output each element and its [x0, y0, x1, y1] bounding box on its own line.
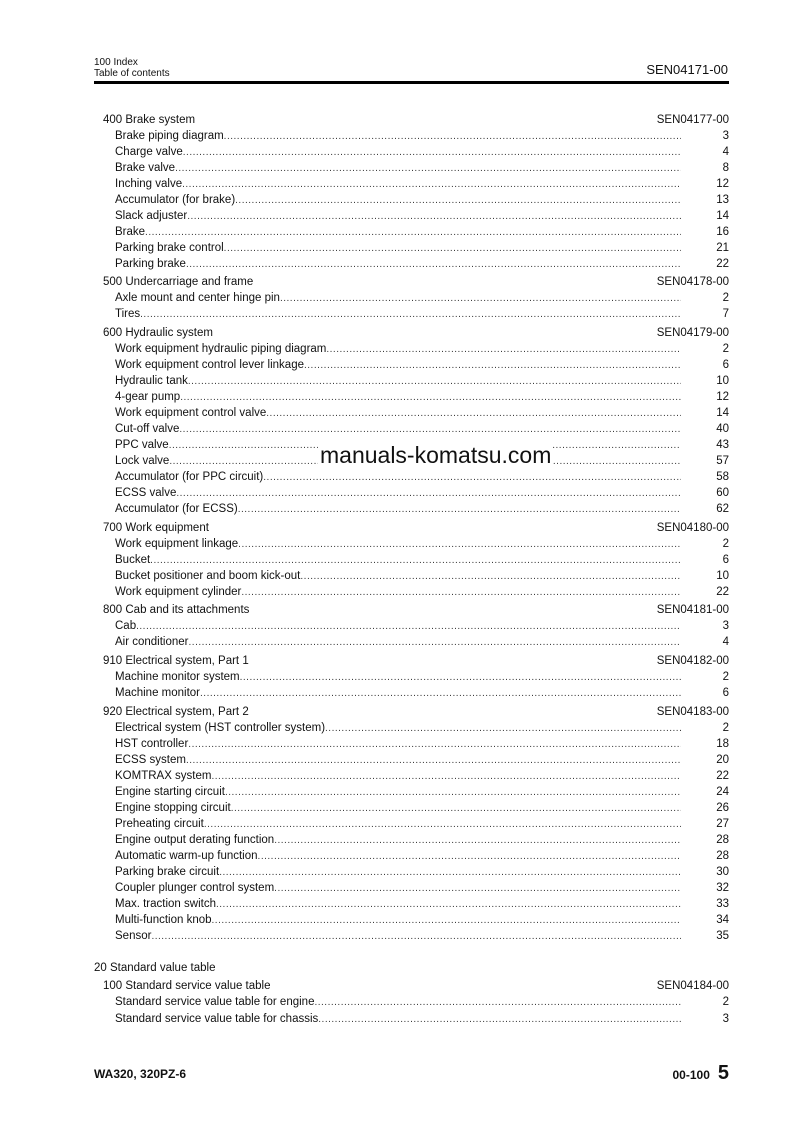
toc-entry[interactable]	[0, 816, 793, 832]
leader-dots	[326, 342, 681, 358]
entry-page: 22	[716, 770, 729, 782]
entry-page: 18	[716, 738, 729, 750]
entry-page: 27	[716, 818, 729, 830]
leader-dots	[300, 569, 681, 585]
leader-dots	[240, 670, 681, 686]
toc-entry[interactable]	[0, 389, 793, 405]
toc-entry[interactable]	[0, 341, 793, 357]
section-heading	[0, 704, 793, 720]
leader-dots	[314, 995, 681, 1011]
section-title: 100 Standard service value table	[103, 980, 271, 992]
entry-label: Charge valve	[115, 146, 183, 158]
entry-page: 33	[716, 898, 729, 910]
leader-dots	[140, 307, 681, 323]
entry-label: Cut-off valve	[115, 423, 180, 435]
footer-page-info	[673, 1062, 730, 1085]
entry-label: ECSS system	[115, 754, 186, 766]
toc-entry[interactable]	[0, 912, 793, 928]
toc-entry[interactable]	[0, 501, 793, 517]
section-heading	[0, 274, 793, 290]
section-heading	[0, 602, 793, 618]
entry-page: 34	[716, 914, 729, 926]
entry-label: PPC valve	[115, 439, 169, 451]
entry-label: Machine monitor system	[115, 671, 240, 683]
entry-label: Bucket positioner and boom kick-out	[115, 570, 301, 582]
entry-label: Coupler plunger control system	[115, 882, 275, 894]
entry-label: Parking brake	[115, 258, 186, 270]
leader-dots	[304, 358, 681, 374]
entry-page: 22	[716, 258, 729, 270]
section-title: 910 Electrical system, Part 1	[103, 655, 249, 667]
entry-label: HST controller	[115, 738, 189, 750]
leader-dots	[238, 502, 681, 518]
entry-page: 16	[716, 226, 729, 238]
toc-entry[interactable]	[0, 373, 793, 389]
entry-page: 58	[716, 471, 729, 483]
entry-label: Work equipment control valve	[115, 407, 267, 419]
entry-label: Standard service value table for engine	[115, 996, 315, 1008]
toc-entry[interactable]	[0, 928, 793, 944]
section-code: SEN04181-00	[656, 604, 729, 616]
entry-label: Engine output derating function	[115, 834, 275, 846]
section-code: SEN04184-00	[656, 980, 729, 992]
toc-entry[interactable]	[0, 176, 793, 192]
entry-page: 3	[722, 620, 729, 632]
section-heading	[0, 112, 793, 128]
leader-dots	[145, 225, 681, 241]
section-code: SEN04180-00	[656, 522, 729, 534]
header-title: Table of contents	[94, 68, 170, 79]
entry-label: KOMTRAX system	[115, 770, 212, 782]
section-heading	[0, 325, 793, 341]
toc-entry[interactable]	[0, 568, 793, 584]
leader-dots	[241, 585, 681, 601]
leader-dots	[204, 817, 681, 833]
toc-entry[interactable]	[0, 784, 793, 800]
leader-dots	[211, 769, 681, 785]
toc-entry[interactable]	[0, 584, 793, 600]
toc-entry[interactable]	[0, 224, 793, 240]
entry-page: 40	[716, 423, 729, 435]
leader-dots	[224, 129, 681, 145]
entry-label: Engine starting circuit	[115, 786, 225, 798]
entry-label: 4-gear pump	[115, 391, 181, 403]
toc-entry[interactable]	[0, 720, 793, 736]
leader-dots	[258, 849, 681, 865]
leader-dots	[263, 470, 681, 486]
leader-dots	[266, 406, 681, 422]
toc-entry[interactable]	[0, 536, 793, 552]
section-title: 500 Undercarriage and frame	[103, 276, 254, 288]
entry-label: Engine stopping circuit	[115, 802, 231, 814]
entry-label: Work equipment linkage	[115, 538, 239, 550]
toc-entry[interactable]	[0, 469, 793, 485]
entry-label: Accumulator (for PPC circuit)	[115, 471, 264, 483]
entry-page: 8	[722, 162, 729, 174]
toc-entry[interactable]	[0, 552, 793, 568]
toc-entry[interactable]	[0, 144, 793, 160]
toc-entry[interactable]	[0, 848, 793, 864]
entry-label: Air conditioner	[115, 636, 189, 648]
toc-entry[interactable]	[0, 752, 793, 768]
entry-page: 14	[716, 210, 729, 222]
toc-entry[interactable]	[0, 896, 793, 912]
entry-label: Multi-function knob	[115, 914, 212, 926]
entry-label: Accumulator (for brake)	[115, 194, 236, 206]
leader-dots	[186, 753, 681, 769]
page-header-titles	[94, 57, 170, 79]
leader-dots	[136, 619, 681, 635]
watermark: manuals-komatsu.com	[320, 442, 552, 468]
entry-page: 28	[716, 850, 729, 862]
section-title: 400 Brake system	[103, 114, 196, 126]
section-code: SEN04179-00	[656, 327, 729, 339]
toc-entry[interactable]	[0, 208, 793, 224]
entry-page: 2	[722, 538, 729, 550]
entry-label: Parking brake control	[115, 242, 224, 254]
section-code: SEN04182-00	[656, 655, 729, 667]
entry-label: Lock valve	[115, 455, 170, 467]
entry-page: 2	[722, 343, 729, 355]
entry-page: 2	[722, 996, 729, 1008]
entry-page: 43	[716, 439, 729, 451]
entry-label: Sensor	[115, 930, 152, 942]
entry-label: Slack adjuster	[115, 210, 188, 222]
toc-entry[interactable]	[0, 618, 793, 634]
entry-label: Bucket	[115, 554, 151, 566]
leader-dots	[151, 929, 681, 945]
leader-dots	[318, 1012, 681, 1028]
entry-page: 22	[716, 586, 729, 598]
leader-dots	[200, 686, 681, 702]
toc-entry[interactable]	[0, 485, 793, 501]
section-heading	[0, 653, 793, 669]
leader-dots	[274, 833, 681, 849]
toc-entry[interactable]	[0, 864, 793, 880]
entry-page: 12	[716, 391, 729, 403]
entry-label: Max. traction switch	[115, 898, 216, 910]
entry-page: 2	[722, 292, 729, 304]
entry-label: Brake piping diagram	[115, 130, 224, 142]
entry-page: 6	[722, 554, 729, 566]
entry-page: 28	[716, 834, 729, 846]
toc-entry[interactable]	[0, 669, 793, 685]
toc-entry[interactable]	[0, 290, 793, 306]
entry-page: 26	[716, 802, 729, 814]
entry-page: 32	[716, 882, 729, 894]
section-code: SEN04178-00	[656, 276, 729, 288]
entry-label: Electrical system (HST controller system)	[115, 722, 326, 734]
entry-page: 35	[716, 930, 729, 942]
section-code: SEN04177-00	[656, 114, 729, 126]
leader-dots	[219, 865, 681, 881]
toc-entry[interactable]	[0, 240, 793, 256]
entry-page: 2	[722, 722, 729, 734]
leader-dots	[224, 241, 681, 257]
entry-label: Standard service value table for chassis	[115, 1013, 319, 1025]
leader-dots	[188, 374, 681, 390]
entry-page: 20	[716, 754, 729, 766]
part-heading	[0, 960, 793, 976]
footer-model: WA320, 320PZ-6	[94, 1067, 187, 1081]
entry-label: Brake	[115, 226, 146, 238]
entry-page: 3	[722, 130, 729, 142]
entry-page: 14	[716, 407, 729, 419]
entry-label: Inching valve	[115, 178, 183, 190]
leader-dots	[188, 737, 681, 753]
toc-entry[interactable]	[0, 128, 793, 144]
leader-dots	[176, 486, 681, 502]
toc-entry[interactable]	[0, 357, 793, 373]
entry-page: 6	[722, 687, 729, 699]
leader-dots	[216, 897, 681, 913]
leader-dots	[187, 209, 681, 225]
entry-label: Brake valve	[115, 162, 176, 174]
entry-label: Work equipment cylinder	[115, 586, 242, 598]
toc-entry[interactable]	[0, 685, 793, 701]
entry-label: Hydraulic tank	[115, 375, 188, 387]
toc-entry[interactable]	[0, 306, 793, 322]
leader-dots	[325, 721, 681, 737]
leader-dots	[212, 913, 681, 929]
header-chapter: 100 Index	[94, 57, 138, 68]
part-title: 20 Standard value table	[94, 962, 216, 974]
section-title: 700 Work equipment	[103, 522, 209, 534]
leader-dots	[225, 785, 681, 801]
leader-dots	[280, 291, 681, 307]
entry-page: 24	[716, 786, 729, 798]
toc-entry[interactable]	[0, 160, 793, 176]
header-doc-code: SEN04171-00	[646, 62, 728, 77]
toc-entry[interactable]	[0, 634, 793, 650]
entry-label: Tires	[115, 308, 141, 320]
leader-dots	[180, 390, 681, 406]
entry-label: Automatic warm-up function	[115, 850, 258, 862]
entry-page: 10	[716, 375, 729, 387]
leader-dots	[231, 801, 681, 817]
leader-dots	[179, 422, 681, 438]
leader-dots	[235, 193, 681, 209]
entry-label: Parking brake circuit	[115, 866, 220, 878]
entry-label: ECSS valve	[115, 487, 177, 499]
toc-entry[interactable]	[0, 1011, 793, 1027]
entry-label: Accumulator (for ECSS)	[115, 503, 238, 515]
section-title: 800 Cab and its attachments	[103, 604, 250, 616]
entry-page: 4	[722, 636, 729, 648]
entry-page: 30	[716, 866, 729, 878]
section-title: 600 Hydraulic system	[103, 327, 213, 339]
toc-entry[interactable]	[0, 192, 793, 208]
leader-dots	[274, 881, 681, 897]
entry-label: Axle mount and center hinge pin	[115, 292, 280, 304]
entry-page: 13	[716, 194, 729, 206]
entry-page: 2	[722, 671, 729, 683]
toc-entry[interactable]	[0, 256, 793, 272]
entry-page: 3	[722, 1013, 729, 1025]
leader-dots	[189, 635, 681, 651]
section-heading	[0, 978, 793, 994]
entry-page: 60	[716, 487, 729, 499]
toc-entry[interactable]	[0, 994, 793, 1010]
entry-page: 57	[716, 455, 729, 467]
entry-page: 21	[716, 242, 729, 254]
leader-dots	[183, 145, 681, 161]
leader-dots	[182, 177, 681, 193]
entry-page: 10	[716, 570, 729, 582]
footer-page-number: 5	[717, 1062, 729, 1084]
section-code: SEN04183-00	[656, 706, 729, 718]
entry-label: Cab	[115, 620, 137, 632]
toc-entry[interactable]	[0, 800, 793, 816]
toc-entry[interactable]	[0, 768, 793, 784]
leader-dots	[186, 257, 681, 273]
leader-dots	[238, 537, 681, 553]
entry-page: 4	[722, 146, 729, 158]
toc-entry[interactable]	[0, 736, 793, 752]
entry-label: Work equipment control lever linkage	[115, 359, 304, 371]
toc-entry[interactable]	[0, 405, 793, 421]
toc-entry[interactable]	[0, 421, 793, 437]
toc-entry[interactable]	[0, 832, 793, 848]
section-heading	[0, 520, 793, 536]
entry-label: Work equipment hydraulic piping diagram	[115, 343, 327, 355]
entry-page: 62	[716, 503, 729, 515]
section-title: 920 Electrical system, Part 2	[103, 706, 249, 718]
entry-label: Preheating circuit	[115, 818, 204, 830]
leader-dots	[150, 553, 681, 569]
footer-code: 00-100	[672, 1068, 710, 1082]
leader-dots	[175, 161, 681, 177]
entry-page: 7	[722, 308, 729, 320]
header-rule	[94, 81, 729, 84]
toc-entry[interactable]	[0, 880, 793, 896]
entry-page: 12	[716, 178, 729, 190]
entry-label: Machine monitor	[115, 687, 201, 699]
entry-page: 6	[722, 359, 729, 371]
